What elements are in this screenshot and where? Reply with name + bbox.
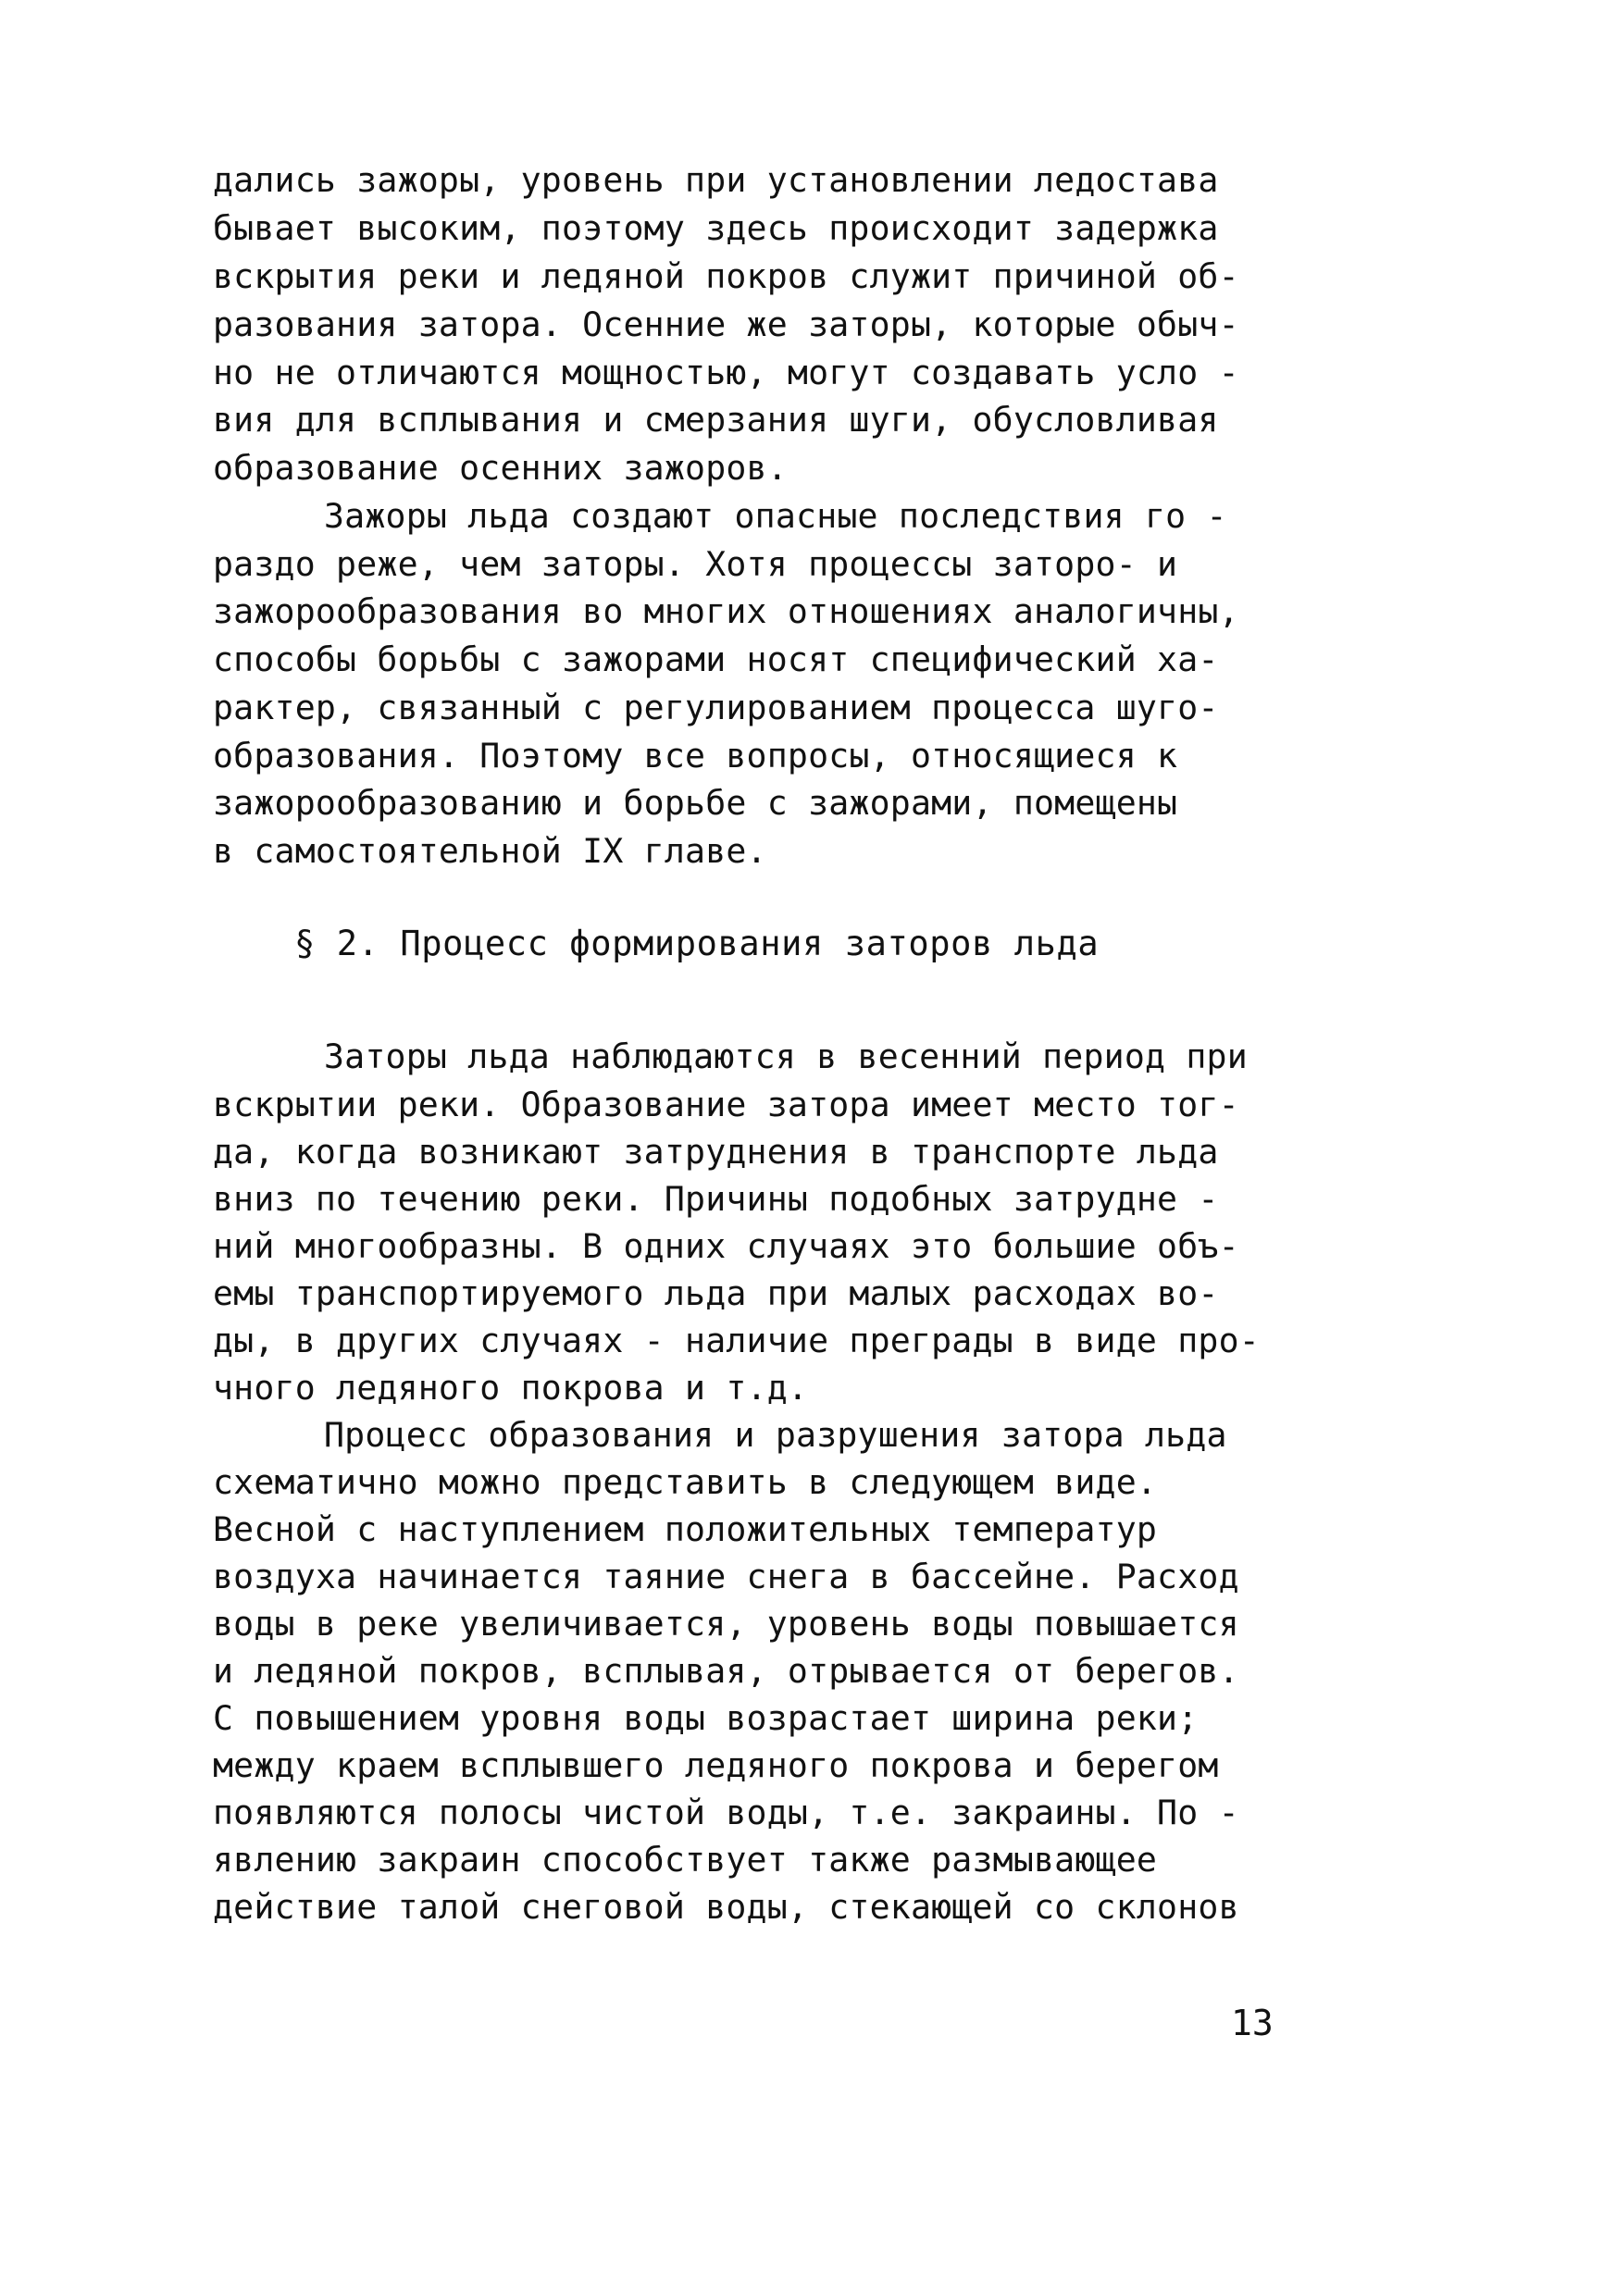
text-line: ды, в других случаях - наличие преграды в виде про- — [213, 1321, 1260, 1360]
text-line: воздуха начинается таяние снега в бассейне. Расход — [213, 1557, 1239, 1596]
text-line: вия для всплывания и смерзания шуги, обусловливая — [213, 400, 1219, 440]
text-line: схематично можно представить в следующем виде. — [213, 1462, 1158, 1502]
text-line: бывает высоким, поэтому здесь происходит задержка — [213, 208, 1219, 248]
text-line: действие талой снеговой воды, стекающей со склонов — [213, 1887, 1239, 1927]
text-line: образования. Поэтому все вопросы, относящиеся к — [213, 736, 1178, 776]
text-line: рактер, связанный с регулированием процесса шуго- — [213, 688, 1219, 727]
text-line: вниз по течению реки. Причины подобных затрудне - — [213, 1179, 1219, 1219]
text-line: образование осенних зажоров. — [213, 448, 788, 488]
text-line: Зажоры льда создают опасные последствия го - — [324, 496, 1227, 536]
text-line: дались зажоры, уровень при установлении ледостава — [213, 160, 1219, 200]
text-line: вскрытии реки. Образование затора имеет место тог- — [213, 1085, 1239, 1124]
text-line: в самостоятельной IX главе. — [213, 831, 767, 871]
text-line: раздо реже, чем заторы. Хотя процессы заторо- и — [213, 544, 1178, 584]
section-heading: § 2. Процесс формирования заторов льда — [294, 924, 1100, 963]
text-line: Процесс образования и разрушения затора льда — [324, 1415, 1227, 1455]
text-line: Весной с наступлением положительных температур — [213, 1509, 1158, 1549]
text-line: емы транспортируемого льда при малых расходах во- — [213, 1273, 1219, 1313]
text-line: способы борьбы с зажорами носят специфический ха- — [213, 639, 1219, 679]
text-line: вскрытия реки и ледяной покров служит причиной об- — [213, 256, 1239, 296]
page-number: 13 — [1231, 2003, 1274, 2043]
text-line: и ледяной покров, всплывая, отрывается от берегов. — [213, 1651, 1239, 1691]
text-line: да, когда возникают затруднения в транспорте льда — [213, 1132, 1219, 1172]
text-line: явлению закраин способствует также размывающее — [213, 1840, 1158, 1880]
text-line: ний многообразны. В одних случаях это большие объ- — [213, 1226, 1239, 1266]
text-line: чного ледяного покрова и т.д. — [213, 1368, 809, 1408]
text-line: между краем всплывшего ледяного покрова и берегом — [213, 1745, 1219, 1785]
text-line: появляются полосы чистой воды, т.е. закраины. По - — [213, 1793, 1239, 1832]
text-line: но не отличаются мощностью, могут создавать усло - — [213, 353, 1239, 392]
text-line: Заторы льда наблюдаются в весенний период при — [324, 1036, 1248, 1076]
text-line: С повышением уровня воды возрастает ширина реки; — [213, 1698, 1199, 1738]
text-line: зажорообразованию и борьбе с зажорами, помещены — [213, 783, 1178, 823]
text-line: зажорообразования во многих отношениях аналогичны, — [213, 591, 1239, 631]
text-line: разования затора. Осенние же заторы, которые обыч- — [213, 304, 1239, 344]
text-line: воды в реке увеличивается, уровень воды повышается — [213, 1604, 1239, 1644]
